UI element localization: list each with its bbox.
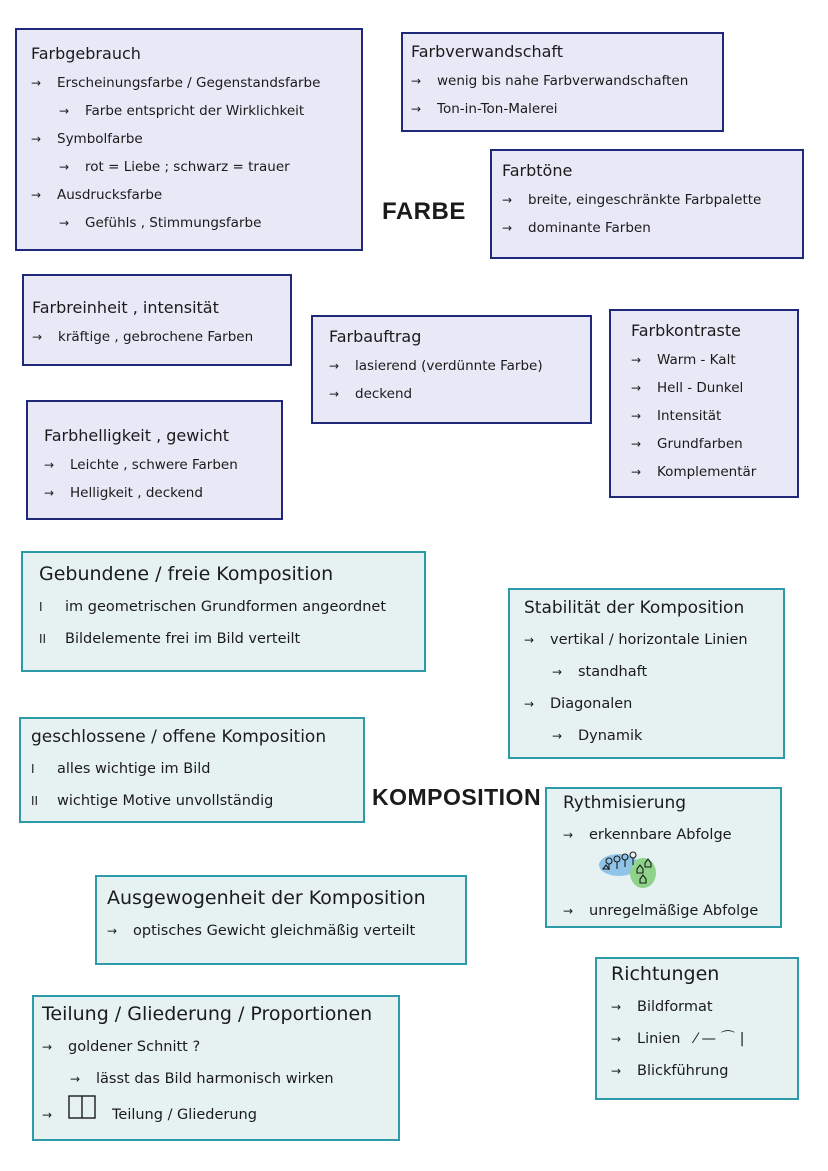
list-item: Leichte , schwere Farben (70, 457, 238, 473)
list-item: optisches Gewicht gleichmäßig verteilt (133, 923, 416, 939)
arrow-icon: → (611, 1000, 622, 1014)
card-title: Teilung / Gliederung / Proportionen (42, 1003, 373, 1025)
card-title: Farbhelligkeit , gewicht (44, 426, 230, 445)
rhythm-illustration (597, 847, 667, 895)
card-farbgebrauch (15, 28, 363, 251)
list-item: Ton-in-Ton-Malerei (437, 101, 558, 117)
arrow-icon: → (70, 1072, 81, 1086)
arrow-icon: → (563, 828, 574, 842)
list-item: wenig bis nahe Farbverwandschaften (437, 73, 689, 89)
card-title: geschlossene / offene Komposition (31, 727, 327, 747)
arrow-icon: → (59, 216, 70, 230)
roman-marker: II (31, 794, 39, 808)
list-item: Linien (637, 1031, 681, 1047)
card-farbhelligkeit (26, 400, 283, 520)
arrow-icon: → (411, 102, 422, 116)
arrow-icon: → (552, 729, 563, 743)
list-item: Ausdrucksfarbe (57, 187, 163, 203)
card-title: Farbkontraste (631, 321, 742, 340)
arrow-icon: → (59, 104, 70, 118)
arrow-icon: → (42, 1040, 53, 1054)
arrow-icon: → (631, 381, 642, 395)
card-gebundene-komposition (21, 551, 426, 672)
arrow-icon: → (524, 697, 535, 711)
list-item: Warm - Kalt (657, 352, 736, 368)
arrow-icon: → (631, 353, 642, 367)
list-item: erkennbare Abfolge (589, 827, 732, 843)
roman-marker: I (39, 600, 43, 614)
card-farbkontraste (609, 309, 799, 498)
card-rythmisierung (545, 787, 782, 928)
list-item: Dynamik (578, 728, 643, 744)
arrow-icon: → (44, 486, 55, 500)
list-item: breite, eingeschränkte Farbpalette (528, 192, 762, 208)
list-item: Bildelemente frei im Bild verteilt (65, 631, 301, 647)
arrow-icon: → (329, 387, 340, 401)
arrow-icon: → (631, 437, 642, 451)
list-item: Blickführung (637, 1063, 729, 1079)
arrow-icon: → (44, 458, 55, 472)
arrow-icon: → (631, 465, 642, 479)
card-title: Farbverwandschaft (411, 42, 564, 61)
card-farbauftrag (311, 315, 592, 424)
list-item: Teilung / Gliederung (112, 1107, 257, 1123)
card-title: Farbreinheit , intensität (32, 298, 219, 317)
list-item: wichtige Motive unvollständig (57, 793, 274, 809)
list-item: rot = Liebe ; schwarz = trauer (85, 159, 290, 175)
arrow-icon: → (107, 924, 118, 938)
card-title: Ausgewogenheit der Komposition (107, 887, 426, 909)
card-title: Farbtöne (502, 161, 573, 180)
rhythm-sketch (597, 847, 667, 891)
card-ausgewogenheit (95, 875, 467, 965)
arrow-icon: → (42, 1108, 53, 1122)
arrow-icon: → (502, 193, 513, 207)
list-item: Diagonalen (550, 696, 633, 712)
card-farbtoene (490, 149, 804, 259)
card-title: Rythmisierung (563, 793, 687, 813)
arrow-icon: → (502, 221, 513, 235)
card-geschlossene-komposition (19, 717, 365, 823)
list-item: Farbe entspricht der Wirklichkeit (85, 103, 305, 119)
arrow-icon: → (59, 160, 70, 174)
list-item: Hell - Dunkel (657, 380, 744, 396)
list-item: Helligkeit , deckend (70, 485, 203, 501)
card-title: Farbgebrauch (31, 44, 141, 63)
list-item: lässt das Bild harmonisch wirken (96, 1071, 334, 1087)
list-item: Komplementär (657, 464, 757, 480)
card-title: Farbauftrag (329, 327, 422, 346)
list-item: unregelmäßige Abfolge (589, 903, 759, 919)
card-farbreinheit (22, 274, 292, 366)
list-item: Symbolfarbe (57, 131, 143, 147)
list-item: kräftige , gebrochene Farben (58, 329, 254, 345)
list-item: alles wichtige im Bild (57, 761, 211, 777)
list-item: Intensität (657, 408, 722, 424)
card-title: Richtungen (611, 963, 720, 985)
list-item: deckend (355, 386, 413, 402)
list-item: Grundfarben (657, 436, 743, 452)
arrow-icon: → (31, 188, 42, 202)
list-item: lasierend (verdünnte Farbe) (355, 358, 543, 374)
roman-marker: II (39, 632, 47, 646)
arrow-icon: → (31, 132, 42, 146)
list-item: Bildformat (637, 999, 713, 1015)
roman-marker: I (31, 762, 35, 776)
arrow-icon: → (32, 330, 43, 344)
farbe-heading: FARBE (382, 198, 466, 225)
list-item: standhaft (578, 664, 648, 680)
komposition-heading: KOMPOSITION (372, 784, 542, 810)
list-item: vertikal / horizontale Linien (550, 632, 748, 648)
line-direction-symbols: ⁄ — ⌒ | (694, 1031, 745, 1047)
arrow-icon: → (552, 665, 563, 679)
arrow-icon: → (611, 1032, 622, 1046)
arrow-icon: → (563, 904, 574, 918)
card-title: Gebundene / freie Komposition (39, 563, 334, 585)
arrow-icon: → (631, 409, 642, 423)
card-richtungen (595, 957, 799, 1100)
card-stabilitaet (508, 588, 785, 759)
card-title: Stabilität der Komposition (524, 598, 745, 618)
divided-frame-icon (68, 1095, 96, 1131)
arrow-icon: → (524, 633, 535, 647)
list-item: dominante Farben (528, 220, 651, 236)
list-item: Erscheinungsfarbe / Gegenstandsfarbe (57, 75, 321, 91)
arrow-icon: → (31, 76, 42, 90)
list-item: goldener Schnitt ? (68, 1039, 201, 1055)
arrow-icon: → (611, 1064, 622, 1078)
card-teilung (32, 995, 400, 1141)
list-item: Gefühls , Stimmungsfarbe (85, 215, 262, 231)
list-item: im geometrischen Grundformen angeordnet (65, 599, 387, 615)
arrow-icon: → (411, 74, 422, 88)
arrow-icon: → (329, 359, 340, 373)
card-farbverwandschaft (401, 32, 724, 132)
